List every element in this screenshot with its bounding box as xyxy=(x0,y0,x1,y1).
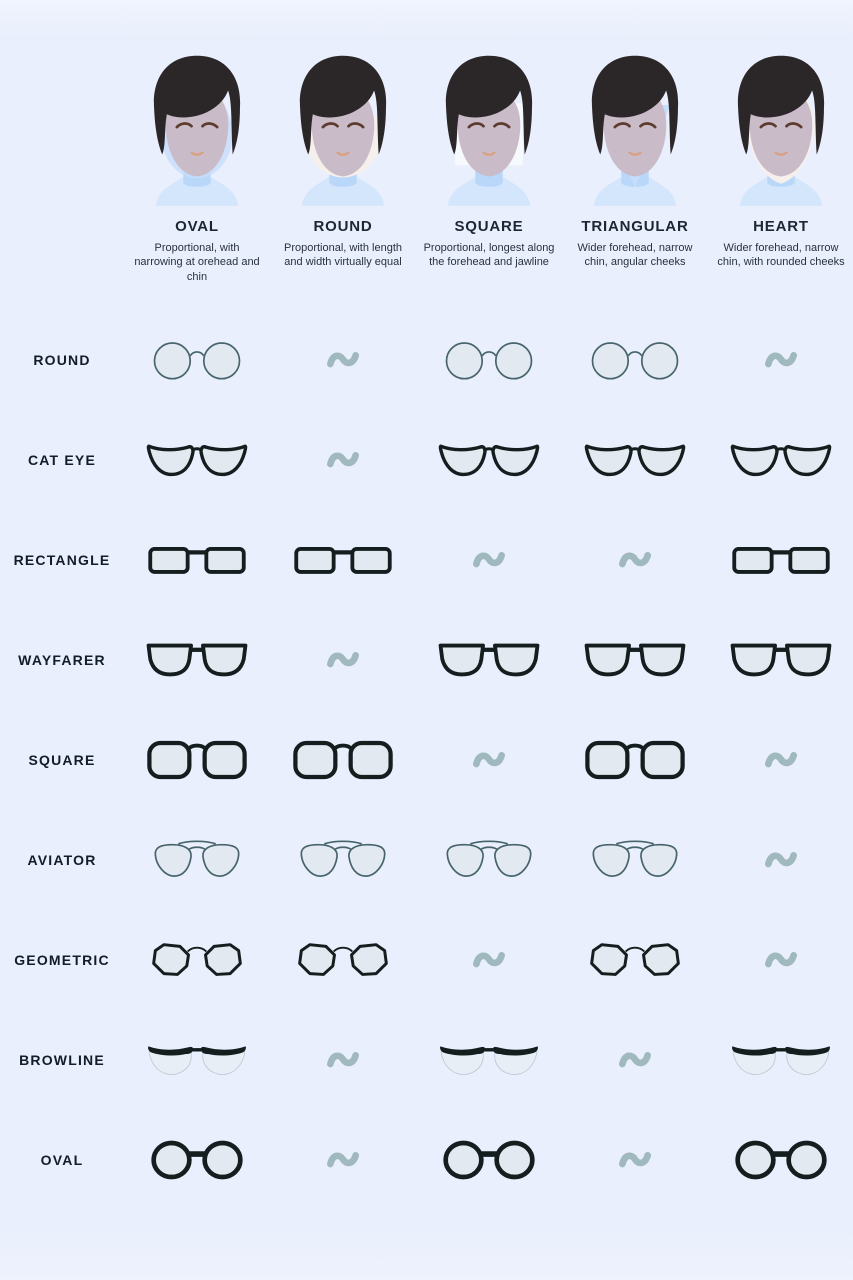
face-column-triangular xyxy=(562,50,708,310)
glasses-style-label-cat-eye: CAT EYE xyxy=(27,452,97,468)
matrix-cell-square-round xyxy=(270,710,416,810)
aviator-glasses-icon xyxy=(292,837,394,883)
matrix-cell-browline-square xyxy=(416,1010,562,1110)
matrix-cell-browline-oval xyxy=(124,1010,270,1110)
matrix-cell-geometric-round xyxy=(270,910,416,1010)
face-shape-name: OVAL xyxy=(175,218,219,235)
not-recommended-tilde-icon xyxy=(323,345,363,375)
rectangle-glasses-icon xyxy=(730,537,832,583)
face-shape-name: TRIANGULAR xyxy=(581,218,689,235)
matrix-cell-square-triangular xyxy=(562,710,708,810)
browline-glasses-icon xyxy=(146,1037,248,1083)
face-illustration-oval xyxy=(133,50,261,206)
matrix-cell-aviator-square xyxy=(416,810,562,910)
not-recommended-tilde-icon xyxy=(615,1145,655,1175)
matrix-cell-rectangle-square xyxy=(416,510,562,610)
wayfarer-glasses-icon xyxy=(438,637,540,683)
round-glasses-icon xyxy=(584,337,686,383)
matrix-cell-oval-oval xyxy=(124,1110,270,1210)
cat-eye-glasses-icon xyxy=(146,437,248,483)
matrix-cell-cat-eye-triangular xyxy=(562,410,708,510)
matrix-cell-aviator-triangular xyxy=(562,810,708,910)
wayfarer-glasses-icon xyxy=(146,637,248,683)
square-glasses-icon xyxy=(584,737,686,783)
matrix-cell-oval-triangular xyxy=(562,1110,708,1210)
oval-glasses-icon xyxy=(438,1137,540,1183)
not-recommended-tilde-icon xyxy=(615,545,655,575)
matrix-cell-round-oval xyxy=(124,310,270,410)
square-glasses-icon xyxy=(146,737,248,783)
matrix-cell-wayfarer-triangular xyxy=(562,610,708,710)
matrix-cell-browline-triangular xyxy=(562,1010,708,1110)
matrix-cell-aviator-oval xyxy=(124,810,270,910)
glasses-style-label-square: SQUARE xyxy=(28,752,96,768)
not-recommended-tilde-icon xyxy=(761,945,801,975)
glasses-style-label-wayfarer: WAYFARER xyxy=(18,652,106,668)
round-glasses-icon xyxy=(146,337,248,383)
not-recommended-tilde-icon xyxy=(323,1045,363,1075)
matrix-cell-round-heart xyxy=(708,310,853,410)
geometric-glasses-icon xyxy=(584,937,686,983)
face-shape-name: ROUND xyxy=(313,218,373,235)
matrix-cell-round-triangular xyxy=(562,310,708,410)
not-recommended-tilde-icon xyxy=(761,845,801,875)
matrix-cell-rectangle-heart xyxy=(708,510,853,610)
geometric-glasses-icon xyxy=(146,937,248,983)
face-illustration-square xyxy=(425,50,553,206)
face-shape-name: HEART xyxy=(753,218,809,235)
wayfarer-glasses-icon xyxy=(730,637,832,683)
matrix-cell-browline-round xyxy=(270,1010,416,1110)
face-illustration-triangular xyxy=(571,50,699,206)
face-shape-description: Proportional, with length and width virtually equal xyxy=(283,242,402,269)
matrix-cell-geometric-heart xyxy=(708,910,853,1010)
not-recommended-tilde-icon xyxy=(761,745,801,775)
aviator-glasses-icon xyxy=(584,837,686,883)
matrix-cell-geometric-triangular xyxy=(562,910,708,1010)
matrix-cell-aviator-heart xyxy=(708,810,853,910)
matrix-cell-browline-heart xyxy=(708,1010,853,1110)
not-recommended-tilde-icon xyxy=(323,645,363,675)
matrix-cell-wayfarer-square xyxy=(416,610,562,710)
cat-eye-glasses-icon xyxy=(584,437,686,483)
face-illustration-round xyxy=(279,50,407,206)
face-shape-name: SQUARE xyxy=(454,218,524,235)
geometric-glasses-icon xyxy=(292,937,394,983)
matrix-cell-round-square xyxy=(416,310,562,410)
browline-glasses-icon xyxy=(438,1037,540,1083)
aviator-glasses-icon xyxy=(438,837,540,883)
face-shape-description: Wider forehead, narrow chin, with rounded cheeks xyxy=(717,242,845,269)
not-recommended-tilde-icon xyxy=(469,545,509,575)
matrix-cell-oval-heart xyxy=(708,1110,853,1210)
not-recommended-tilde-icon xyxy=(761,345,801,375)
oval-glasses-icon xyxy=(730,1137,832,1183)
glasses-style-label-round: ROUND xyxy=(33,352,91,368)
matrix-cell-wayfarer-heart xyxy=(708,610,853,710)
face-illustration-heart xyxy=(717,50,845,206)
matrix-cell-wayfarer-oval xyxy=(124,610,270,710)
matrix-cell-oval-round xyxy=(270,1110,416,1210)
matrix-cell-cat-eye-heart xyxy=(708,410,853,510)
face-column-round xyxy=(270,50,416,310)
cat-eye-glasses-icon xyxy=(730,437,832,483)
matrix-cell-geometric-square xyxy=(416,910,562,1010)
glasses-style-label-geometric: GEOMETRIC xyxy=(14,952,110,968)
rectangle-glasses-icon xyxy=(146,537,248,583)
matrix-cell-cat-eye-round xyxy=(270,410,416,510)
face-column-heart xyxy=(708,50,853,310)
glasses-style-label-rectangle: RECTANGLE xyxy=(13,552,111,568)
glasses-style-label-aviator: AVIATOR xyxy=(27,852,97,868)
matrix-cell-oval-square xyxy=(416,1110,562,1210)
cat-eye-glasses-icon xyxy=(438,437,540,483)
matrix-cell-aviator-round xyxy=(270,810,416,910)
matrix-cell-square-square xyxy=(416,710,562,810)
wayfarer-glasses-icon xyxy=(584,637,686,683)
matrix-cell-rectangle-triangular xyxy=(562,510,708,610)
aviator-glasses-icon xyxy=(146,837,248,883)
grid-corner-spacer xyxy=(0,50,124,310)
face-shape-description: Wider forehead, narrow chin, angular cheeks xyxy=(577,242,693,269)
not-recommended-tilde-icon xyxy=(469,945,509,975)
not-recommended-tilde-icon xyxy=(323,1145,363,1175)
matrix-cell-wayfarer-round xyxy=(270,610,416,710)
face-shape-description: Proportional, longest along the forehead and jawline xyxy=(423,242,555,269)
square-glasses-icon xyxy=(292,737,394,783)
matrix-cell-rectangle-oval xyxy=(124,510,270,610)
matrix-cell-rectangle-round xyxy=(270,510,416,610)
matrix-cell-cat-eye-oval xyxy=(124,410,270,510)
not-recommended-tilde-icon xyxy=(615,1045,655,1075)
glasses-style-label-browline: BROWLINE xyxy=(19,1052,105,1068)
not-recommended-tilde-icon xyxy=(323,445,363,475)
round-glasses-icon xyxy=(438,337,540,383)
face-column-oval xyxy=(124,50,270,310)
browline-glasses-icon xyxy=(730,1037,832,1083)
matrix-cell-round-round xyxy=(270,310,416,410)
matrix-cell-square-heart xyxy=(708,710,853,810)
matrix-cell-cat-eye-square xyxy=(416,410,562,510)
face-column-square xyxy=(416,50,562,310)
not-recommended-tilde-icon xyxy=(469,745,509,775)
oval-glasses-icon xyxy=(146,1137,248,1183)
matrix-cell-geometric-oval xyxy=(124,910,270,1010)
glasses-style-label-oval: OVAL xyxy=(40,1152,84,1168)
face-shape-description: Proportional, with narrowing at orehead and chin xyxy=(134,242,260,283)
rectangle-glasses-icon xyxy=(292,537,394,583)
matrix-cell-square-oval xyxy=(124,710,270,810)
